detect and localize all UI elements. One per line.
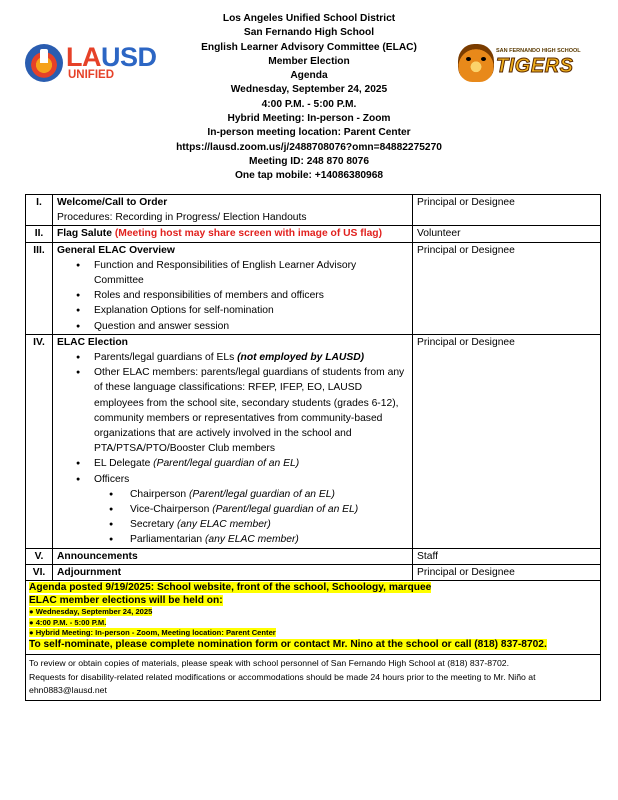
election-location: ● Hybrid Meeting: In-person - Zoom, Meeting location: Parent Center [29,628,276,638]
lausd-unified-label: UNIFIED [68,69,114,81]
item-title: ELAC Election [57,336,128,348]
item-number: II. [26,226,53,242]
item-title: Adjournment [57,566,122,578]
list-item: ● Parents/legal guardians of ELs (not employed by LAUSD) [57,350,408,365]
meeting-format: Hybrid Meeting: In-person - Zoom [227,113,391,125]
agenda-row [26,564,601,580]
document-title: Agenda [290,70,328,82]
officer-item: ● Chairperson (Parent/legal guardian of an EL) [57,487,408,502]
district-name: Los Angeles Unified School District [222,13,396,24]
election-time: ● 4:00 P.M. - 5:00 P.M. [29,617,107,627]
item-presenter: Volunteer [413,226,601,242]
one-tap-mobile: One tap mobile: +14086380968 [234,170,384,182]
accommodations-notice: Requests for disability-related related modifications or accommodations should be made 24 hours prior to the meeting to Mr. Niño at ehn0883@lausd.net [29,671,536,696]
item-content [53,195,413,226]
agenda-table [25,194,601,701]
election-date: ● Wednesday, September 24, 2025 [29,607,153,617]
agenda-row [26,242,601,334]
item-number: III. [26,242,53,334]
item-number: IV. [26,334,53,548]
item-presenter: Principal or Designee [413,242,601,334]
meeting-type: Member Election [268,55,350,67]
list-item: ● Officers [57,472,408,487]
item-title: Announcements [57,550,138,562]
item-number: I. [26,195,53,226]
item-presenter: Staff [413,548,601,564]
item-number: V. [26,548,53,564]
election-list [57,350,408,487]
item-number: VI. [26,564,53,580]
agenda-row [26,548,601,564]
notes-cell [26,581,601,701]
overview-list [57,258,408,334]
self-nominate-notice: To self-nominate, please complete nomination form or contact Mr. Nino at the school or call (818) 837-8702. [29,638,547,650]
officer-item: ● Secretary (any ELAC member) [57,517,408,532]
item-content [53,226,413,242]
agenda-row [26,226,601,242]
officer-item: ● Vice-Chairperson (Parent/legal guardian of an EL) [57,502,408,517]
posted-notice: Agenda posted 9/19/2025: School website, front of the school, Schoology, marquee [29,582,432,594]
zoom-link[interactable]: https://lausd.zoom.us/j/2488708076?omn=84882275270 [176,141,442,153]
list-item: ● Other ELAC members: parents/legal guardians of students from any of these language classifications: RFEP, IFEP, EO, LAUSD employees from the school site, secondary students (grades 6-12), community members or representatives from community-based organizations that are actively involved in the school and PTA/PTSA/PTO/Booster Club members [57,365,408,456]
materials-notice: To review or obtain copies of materials, please speak with school personnel of San Fernando High School at (818) 837-8702. [26,654,600,670]
notes-row [26,581,601,701]
elections-notice: ELAC member elections will be held on: [29,594,223,606]
item-content [53,548,413,564]
list-item: ● Question and answer session [57,319,408,334]
item-presenter: Principal or Designee [413,334,601,548]
meeting-location: In-person meeting location: Parent Center [207,127,411,139]
school-name: San Fernando High School [243,27,375,39]
meeting-id: Meeting ID: 248 870 8076 [248,155,370,167]
list-item: ● Roles and responsibilities of members and officers [57,288,408,303]
lausd-wordmark: LAUSD [66,42,157,72]
list-item: ● Explanation Options for self-nomination [57,303,408,318]
document-header [0,12,618,184]
tigers-wordmark: TIGERS [496,55,574,77]
officer-item: ● Parliamentarian (any ELAC member) [57,532,408,547]
item-content [53,564,413,580]
item-content [53,242,413,334]
item-title: General ELAC Overview [57,244,175,256]
committee-name: English Learner Advisory Committee (ELAC) [201,41,417,53]
list-item: ● Function and Responsibilities of English Learner Advisory Committee [57,258,408,288]
agenda-row [26,195,601,226]
item-note: Procedures: Recording in Progress/ Election Handouts [57,212,307,224]
item-title: Welcome/Call to Order [57,197,168,208]
tigers-school-label: SAN FERNANDO HIGH SCHOOL [496,48,581,54]
officers-list [57,487,408,548]
meeting-time: 4:00 P.M. - 5:00 P.M. [261,98,357,110]
item-presenter: Principal or Designee [413,195,601,226]
agenda-row [26,334,601,548]
item-title: Flag Salute [57,228,112,240]
list-item: ● EL Delegate (Parent/legal guardian of an EL) [57,456,408,471]
item-content [53,334,413,548]
item-presenter: Principal or Designee [413,564,601,580]
item-title-note: (Meeting host may share screen with image of US flag) [114,228,383,240]
meeting-date: Wednesday, September 24, 2025 [230,84,388,96]
